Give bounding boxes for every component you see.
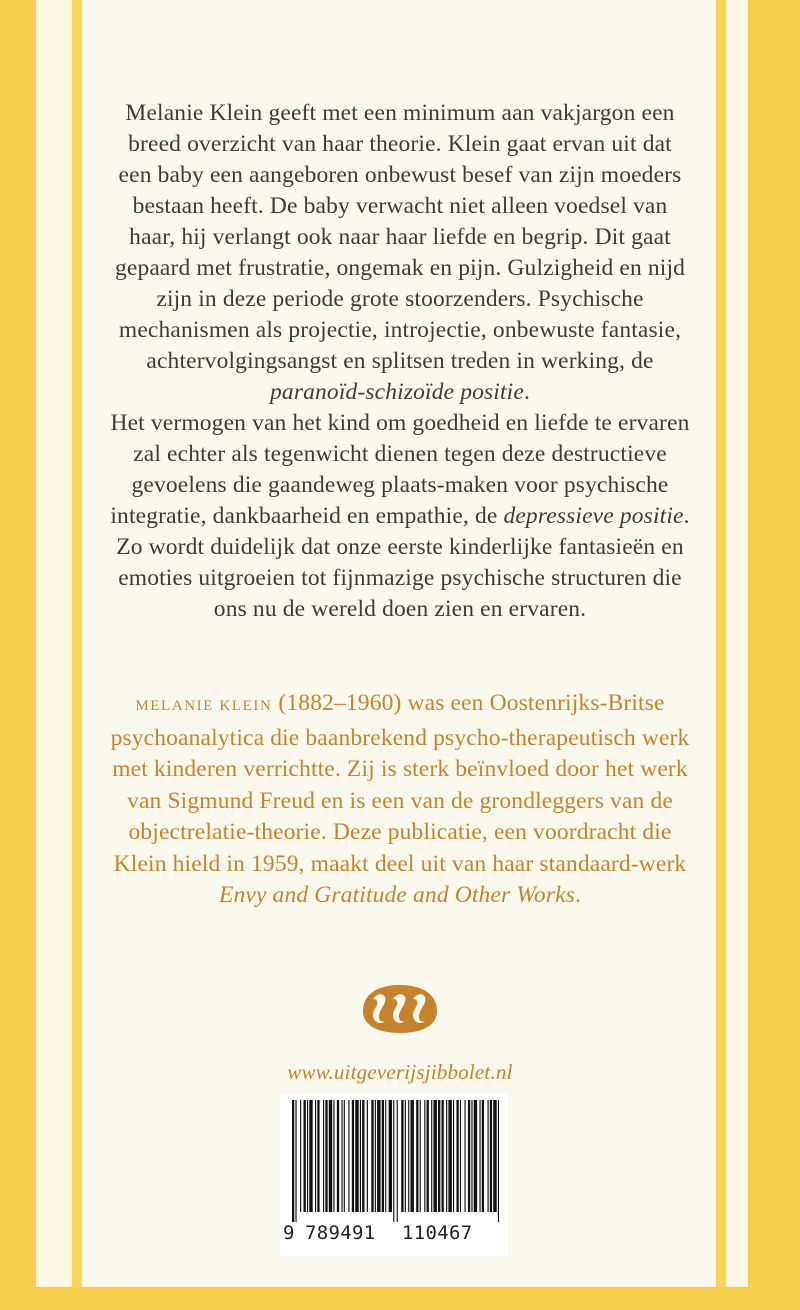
barcode-bar — [333, 1100, 334, 1212]
barcode-bar — [498, 1100, 499, 1222]
author-bio-end: . — [575, 882, 582, 908]
barcode-bar — [474, 1100, 477, 1212]
isbn-number — [281, 1222, 506, 1250]
barcode-bar — [315, 1100, 316, 1212]
barcode-bar — [329, 1100, 332, 1212]
blurb-p2: Het vermogen van het kind om goedheid en liefde te ervaren zal echter als tegenwicht dienen tegen deze destructieve gevoelens die gaandeweg plaats-maken voor psychische integratie, dankbaarheid en empathie, de — [110, 410, 690, 529]
barcode-bar — [337, 1100, 339, 1212]
barcode-bar — [295, 1100, 296, 1222]
blurb-text — [110, 98, 690, 625]
isbn-lead-digit: 9 — [283, 1222, 295, 1244]
barcode-bar — [438, 1100, 440, 1212]
publisher-url[interactable]: www.uitgeverijsjibbolet.nl — [287, 1060, 513, 1084]
barcode-bar — [352, 1100, 354, 1212]
barcode-bar — [427, 1100, 429, 1212]
barcode-bar — [341, 1100, 342, 1212]
left-inner-stripe — [36, 0, 72, 1287]
barcode-bar — [468, 1100, 470, 1212]
barcode-bar — [479, 1100, 480, 1212]
barcode-bar — [397, 1100, 398, 1222]
author-bio — [110, 688, 690, 912]
barcode-bar — [460, 1100, 461, 1212]
right-edge-stripe — [716, 0, 726, 1287]
barcode-bar — [471, 1100, 472, 1212]
barcode-bar — [371, 1100, 373, 1212]
blurb-term-paranoid: paranoïd-schizoïde positie — [270, 379, 524, 405]
barcode-bar — [389, 1100, 392, 1212]
blurb-p1-end: . — [523, 379, 530, 405]
barcode-bar — [355, 1100, 358, 1212]
barcode-bar — [448, 1100, 451, 1212]
barcode-bar — [362, 1100, 364, 1212]
barcode-bar — [482, 1100, 484, 1212]
barcode-bar — [304, 1100, 306, 1212]
barcode-bar — [416, 1100, 418, 1212]
barcode-bar — [375, 1100, 376, 1212]
barcode-bar — [344, 1100, 345, 1212]
barcode-bar — [307, 1100, 308, 1212]
blurb-p2-end: . Zo wordt duidelijk dat onze eerste kinderlijke fantasieën en emoties uitgroeien tot fijnmazige psychische structuren die ons nu de wereld doen zien en ervaren. — [116, 503, 690, 622]
isbn-barcode — [292, 1100, 502, 1222]
barcode-bar — [493, 1100, 496, 1212]
barcode-bar — [401, 1100, 403, 1212]
author-name: MELANIE KLEIN — [135, 698, 273, 714]
barcode-bar — [292, 1100, 294, 1222]
barcode-bar — [317, 1100, 319, 1212]
barcode-bar — [348, 1100, 349, 1212]
barcode-bar — [453, 1100, 454, 1212]
left-edge-stripe — [72, 0, 82, 1287]
author-bio-text: (1882–1960) was een Oostenrijks-Britse psychoanalytica die baanbrekend psycho-therapeutisch werk met kinderen verrichtte. Zij is sterk beïnvloed door het werk van Sigmund Freud en is een van de grondleggers van de objectrelatie-theorie. Deze publicatie, een voordracht die Klein hield in 1959, maakt deel uit van haar standaard-werk — [110, 690, 690, 877]
barcode-bar — [323, 1100, 324, 1212]
barcode-bar — [488, 1100, 489, 1212]
barcode-bar — [433, 1100, 436, 1212]
barcode-bar — [300, 1100, 301, 1212]
barcode-bar — [367, 1100, 368, 1212]
barcode-bar — [382, 1100, 384, 1212]
barcode-bar — [490, 1100, 492, 1212]
barcode-bar — [420, 1100, 421, 1212]
book-title: Envy and Gratitude and Other Works — [218, 882, 575, 908]
barcode-bar — [393, 1100, 394, 1222]
barcode-bar — [309, 1100, 312, 1212]
barcode-bar — [431, 1100, 432, 1212]
right-outer-stripe — [748, 0, 800, 1287]
blurb-p1: Melanie Klein geeft met een minimum aan vakjargon een breed overzicht van haar theorie. Klein gaat ervan uit dat een baby een aangeboren onbewust besef van zijn moeders bestaan heeft. De baby verwacht niet alleen voedsel van haar, hij verlangt ook naar haar liefde en begrip. Dit gaat gepaard met frustratie, ongemak en pijn. Gulzigheid en nijd zijn in deze periode grote stoorzenders. Psychische mechanismen als projectie, introjectie, onbewuste fantasie, achtervolgingsangst en splitsen treden in werking, de — [114, 100, 686, 374]
right-inner-stripe — [726, 0, 748, 1287]
barcode-bar — [456, 1100, 458, 1212]
barcode-bar — [385, 1100, 386, 1212]
isbn-group-2: 110467 — [402, 1222, 473, 1244]
blurb-term-depressive: depressieve positie — [503, 503, 684, 529]
barcode-bar — [465, 1100, 466, 1212]
barcode-bar — [405, 1100, 406, 1212]
barcode-bar — [408, 1100, 409, 1212]
barcode-bar — [377, 1100, 380, 1212]
barcode-bar — [410, 1100, 413, 1212]
sjibbolet-logo-icon — [357, 981, 443, 1035]
left-outer-stripe — [0, 0, 36, 1287]
barcode-bar — [424, 1100, 425, 1212]
barcode-bar — [325, 1100, 327, 1212]
barcode-bar — [446, 1100, 447, 1212]
isbn-group-1: 789491 — [305, 1222, 376, 1244]
barcode-bar — [360, 1100, 361, 1212]
barcode-bar — [442, 1100, 444, 1212]
